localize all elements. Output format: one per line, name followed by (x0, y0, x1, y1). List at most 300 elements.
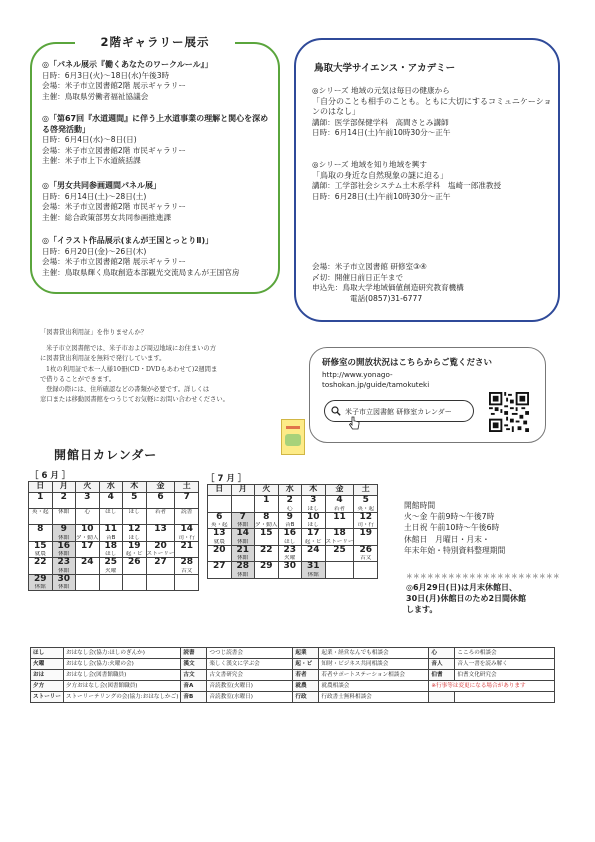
day-number: 30 (57, 573, 71, 584)
day-event: ほし (105, 551, 117, 557)
day-number: 6 (216, 511, 223, 522)
calendar-day (99, 493, 123, 509)
science-info (312, 262, 552, 304)
day-event: 夕・動人 (255, 522, 278, 528)
legend-description: 起業・経営なんでも相談会 (319, 648, 429, 659)
legend-abbrev: 漢文 (181, 659, 207, 670)
note-line: に図書貸出利用証を無料で発行しています。 (40, 355, 166, 363)
legend-description: ※行事等は変更になる場合があります (429, 681, 555, 692)
calendar-day (99, 574, 123, 591)
calendar-day (231, 512, 255, 529)
calendar-day (123, 558, 147, 575)
science-venue: 会場：米子市立図書館 研修室③④ (312, 262, 427, 271)
day-number: 22 (33, 557, 47, 567)
exhibit-line: 日時：6月14日(土)～28日(土) (42, 191, 147, 201)
weekday-header: 木 (302, 485, 326, 496)
legend-abbrev (429, 692, 455, 703)
calendar-day (29, 525, 53, 542)
legend-description: 音読教室(火曜日) (207, 681, 293, 692)
day-number: 18 (104, 540, 118, 551)
weekday-header: 土 (175, 482, 199, 493)
calendar-day (29, 509, 53, 525)
day-number: 16 (283, 528, 297, 538)
day-number: 28 (236, 561, 250, 571)
day-event: 休館 (237, 571, 249, 578)
day-number: 7 (183, 492, 190, 502)
calendar-day (146, 541, 175, 558)
calendar-day (325, 529, 354, 546)
day-number: 4 (107, 492, 114, 502)
calendar-day (52, 493, 76, 509)
divider-stars: ＊＊＊＊＊＊＊＊＊＊＊＊＊＊＊＊＊＊＊＊＊＊ (406, 572, 560, 580)
day-number: 25 (333, 544, 346, 555)
day-event: ほし (307, 522, 319, 528)
exhibit-line: 会場：米子市立図書館2階 展示ギャラリー (42, 81, 186, 91)
weekday-header: 日 (208, 485, 232, 496)
calendar-day (208, 496, 232, 513)
day-number: 1 (37, 492, 44, 502)
event-legend (30, 647, 555, 703)
day-number: 6 (157, 492, 164, 502)
day-event: 読書 (181, 509, 193, 515)
exhibit-line: 日時：6月4日(水)～8日(日) (42, 135, 137, 145)
day-number: 24 (80, 557, 94, 567)
calendar-day (175, 509, 199, 525)
series-heading: ◎シリーズ 地域の元気は毎日の健康から (312, 86, 450, 95)
exhibit-1 (42, 60, 274, 102)
calendar-day (76, 509, 100, 525)
day-event: 休館 (34, 584, 46, 590)
day-event: 休館 (58, 551, 70, 557)
day-event: 司・行 (357, 522, 375, 528)
calendar-day (99, 509, 123, 525)
legend-abbrev: 起・ビ (293, 659, 319, 670)
legend-description: 就農相談会 (319, 681, 429, 692)
calendar-day (255, 529, 279, 546)
day-number: 22 (259, 544, 273, 555)
weekday-header: 水 (99, 482, 123, 493)
day-event: 休館 (58, 567, 70, 574)
closed-line: 30日(月)休館日のため2日間休館 (406, 594, 527, 603)
weekday-header: 日 (29, 482, 53, 493)
day-number: 3 (310, 495, 317, 505)
calendar-day (76, 558, 100, 575)
note-line: で借りることができます。 (40, 375, 116, 383)
opening-hours (404, 500, 505, 556)
weekday-header: 月 (231, 485, 255, 496)
legend-description: 行政書士無料相談会 (319, 692, 429, 703)
legend-abbrev: 音B (181, 692, 207, 703)
calendar-day (175, 574, 199, 591)
note-title: 「図書貸出利用証」を作りませんか？ (40, 329, 148, 336)
day-event: 起・ビ (304, 538, 322, 545)
series-lecturer: 講師：医学部保健学科 高間さとみ講師 (312, 117, 449, 127)
day-event: 休館 (237, 522, 249, 528)
day-number: 4 (336, 495, 343, 505)
day-event: 休館 (58, 584, 70, 590)
legend-description: つつじ読書会 (207, 648, 293, 659)
calendar-day (354, 512, 378, 529)
legend-abbrev: 若者 (293, 670, 319, 681)
exhibit-line: 主催：鳥取県労働者福祉協議会 (42, 91, 149, 101)
weekday-header: 木 (123, 482, 147, 493)
calendar-day (146, 574, 175, 591)
calendar-day (278, 512, 302, 529)
legend-description: こころの相談会 (455, 648, 555, 659)
day-number: 14 (180, 524, 193, 534)
legend-description: おはなし会(協力:火曜の会) (63, 659, 180, 670)
calendar-day (175, 541, 199, 558)
library-card-image (281, 419, 305, 455)
calendar-day (325, 496, 354, 513)
calendar-day (146, 558, 175, 575)
day-event: ほし (307, 505, 319, 512)
day-number: 19 (127, 540, 141, 551)
series-date: 日時：6月14日(土)午前10時30分～正午 (312, 128, 451, 138)
day-number: 2 (60, 492, 67, 502)
calendar-day (52, 525, 76, 542)
exhibit-line: 主催：鳥取県輝く鳥取創造本部観光交流局まんが王国官房 (42, 267, 240, 277)
legend-abbrev: 起業 (293, 648, 319, 659)
exhibit-4 (42, 236, 274, 278)
day-number: 12 (359, 511, 372, 522)
science-series-1 (312, 86, 552, 139)
day-number: 5 (131, 492, 138, 502)
calendar-day (208, 562, 232, 579)
calendar-day (278, 496, 302, 513)
exhibit-3 (42, 181, 274, 223)
day-event: 若者 (333, 505, 346, 512)
qr-code-icon[interactable] (489, 392, 529, 432)
calendar-day (29, 574, 53, 591)
day-number: 20 (212, 544, 226, 555)
june-calendar (28, 481, 199, 591)
hours-heading: 開館時間 (404, 501, 436, 510)
calendar-day (278, 545, 302, 562)
day-number: 16 (57, 540, 71, 551)
day-event: 火曜 (105, 567, 117, 574)
series-lecturer: 講師：工学部社会システム土木系学科 塩崎一郎准教授 (312, 181, 502, 191)
day-number: 14 (236, 528, 250, 538)
legend-description: ストーリーテリングの会(協力:おはなしかご) (63, 692, 180, 703)
calendar-day (325, 545, 354, 562)
calendar-day (29, 493, 53, 509)
day-event: 起・ビ (125, 551, 143, 557)
calendar-day (255, 496, 279, 513)
legend-abbrev: 音A (181, 681, 207, 692)
calendar-day (354, 545, 378, 562)
hours-line: 休館日 月曜日・月末・ (404, 534, 490, 544)
july-label: ［ 7 月 ］ (206, 474, 247, 484)
series-heading: ◎シリーズ 地域を知り地域を興す (312, 160, 427, 169)
calendar-day (278, 562, 302, 579)
calendar-day (29, 541, 53, 558)
day-event: ストーリー (146, 551, 175, 557)
pointer-hand-icon (347, 416, 361, 430)
day-event: 休館 (58, 534, 70, 541)
day-number: 13 (154, 524, 167, 534)
calendar-day (231, 496, 255, 513)
science-apply: 申込先：鳥取大学地域価値創造研究教育機構 (312, 283, 464, 293)
day-event: ほし (284, 538, 296, 545)
note-line: 米子市立図書館では、米子市および周辺地域にお住まいの方 (46, 345, 217, 353)
calendar-day (208, 545, 232, 562)
day-number: 15 (259, 528, 273, 538)
closed-line: します。 (406, 605, 438, 614)
july-calendar (207, 484, 378, 579)
weekday-header: 水 (278, 485, 302, 496)
day-number: 24 (306, 544, 320, 555)
exhibit-line: 主催：総合政策部男女共同参画推進課 (42, 212, 172, 222)
calendar-day (52, 574, 76, 591)
search-keyword: 米子市立図書館 研修室カレンダー (345, 408, 452, 416)
day-number: 11 (333, 511, 346, 522)
url-line[interactable]: http://www.yonago- (322, 370, 393, 379)
day-number: 17 (306, 528, 320, 538)
day-event: 休館 (237, 555, 249, 561)
calendar-day (123, 574, 147, 591)
legend-description: 楽しく漢文に学ぶ会 (207, 659, 293, 670)
day-event: ストーリー (325, 538, 354, 545)
day-number: 21 (180, 540, 193, 551)
calendar-day (302, 562, 326, 579)
weekday-header: 火 (76, 482, 100, 493)
closed-note (406, 582, 526, 615)
calendar-day (99, 525, 123, 542)
day-number: 23 (57, 557, 71, 567)
day-number: 31 (306, 561, 320, 571)
closed-line: ◎6月29日(日)は月末休館日、 (406, 583, 517, 592)
calendar-day (325, 512, 354, 529)
calendar-day (146, 493, 175, 509)
exhibit-line: 主催：米子市上下水道統括課 (42, 156, 141, 166)
day-number: 18 (333, 528, 346, 538)
day-event: 休館 (58, 509, 70, 515)
day-event: ほし (128, 509, 140, 515)
legend-abbrev: 就農 (293, 681, 319, 692)
science-deadline: 〆切：開催日前日正午まで (312, 272, 404, 282)
day-number: 29 (259, 561, 273, 571)
day-event: 就農 (34, 551, 46, 557)
day-number: 19 (359, 528, 372, 538)
exhibit-title: ◎「パネル展示『働くあなたのワークルール』」 (42, 60, 213, 69)
exhibit-line: 会場：米子市立図書館2階 市民ギャラリー (42, 202, 186, 212)
day-number: 11 (104, 524, 118, 534)
day-number: 5 (362, 495, 369, 505)
day-event: 古文 (181, 567, 193, 574)
calendar-day (76, 493, 100, 509)
exhibit-title: ◎「第67回『水道週間』に伴う上水道事業の理解と関心を深める啓発活動」 (42, 114, 269, 134)
legend-abbrev: 読書 (181, 648, 207, 659)
calendar-day (278, 529, 302, 546)
series-date: 日時：6月28日(土)午前10時30分～正午 (312, 191, 451, 201)
weekday-header: 金 (146, 482, 175, 493)
calendar-title: 開館日カレンダー (54, 448, 158, 462)
calendar-day (302, 496, 326, 513)
calendar-day (146, 525, 175, 542)
legend-description: 古文書研究会 (207, 670, 293, 681)
calendar-day (302, 512, 326, 529)
url-line[interactable]: toshokan.jp/guide/tamokuteki (322, 380, 430, 389)
day-number: 26 (127, 557, 141, 567)
day-number: 9 (286, 511, 293, 522)
calendar-day (52, 509, 76, 525)
day-event: 英・起 (357, 505, 375, 512)
day-number: 27 (154, 557, 167, 567)
calendar-day (302, 529, 326, 546)
day-event: 夕・動人 (76, 534, 99, 541)
calendar-day (123, 541, 147, 558)
research-room-title: 研修室の開放状況はこちらからご覧ください (322, 358, 493, 368)
day-number: 28 (180, 557, 193, 567)
legend-description: 伯耆文化研究会 (455, 670, 555, 681)
legend-abbrev: 古文 (181, 670, 207, 681)
note-line: 1枚の利用証で本一人様10冊(CD・DVDもあわせて)2週間ま (46, 365, 218, 373)
science-series-2 (312, 160, 552, 202)
research-room-url[interactable] (322, 370, 429, 390)
calendar-day (99, 558, 123, 575)
calendar-day (99, 541, 123, 558)
legend-abbrev: 心 (429, 648, 455, 659)
series-topic: 「自分のことも相手のことも。ともに大切にするコミュニケーションのはなし」 (312, 96, 552, 117)
legend-abbrev: 火曜 (31, 659, 64, 670)
calendar-day (255, 545, 279, 562)
day-number: 10 (306, 511, 320, 522)
june-label: ［ 6 月 ］ (30, 471, 71, 481)
legend-abbrev: ほし (31, 648, 64, 659)
calendar-day (52, 558, 76, 575)
day-number: 7 (239, 511, 246, 522)
calendar-day (175, 493, 199, 509)
exhibit-line: 会場：米子市立図書館2階 展示ギャラリー (42, 257, 186, 267)
calendar-day (76, 541, 100, 558)
exhibit-title: ◎「イラスト作品展示(まんが王国とっとりⅡ)」 (42, 236, 214, 245)
calendar-day (255, 562, 279, 579)
calendar-day (302, 545, 326, 562)
note-line: 窓口または移動図書館をつうじてお気軽にお問い合わせください。 (40, 396, 229, 404)
exhibit-title: ◎「男女共同参画週間パネル展」 (42, 181, 161, 190)
calendar-day (354, 529, 378, 546)
calendar-day (175, 558, 199, 575)
day-number: 10 (80, 524, 94, 534)
day-event: 音B (285, 522, 295, 528)
science-phone: 電話(0857)31-6777 (350, 293, 423, 303)
room-calendar-search-box[interactable] (324, 400, 474, 422)
legend-description: 若者サポートステーション相談会 (319, 670, 429, 681)
day-number: 3 (84, 492, 91, 502)
hours-line: 土日祝 午前10時～午後6時 (404, 523, 500, 533)
day-number: 8 (263, 511, 270, 522)
gallery-title: 2階ギャラリー展示 (75, 34, 235, 50)
day-event: 音B (106, 534, 116, 541)
exhibit-line: 日時：6月20日(金)～26日(木) (42, 246, 147, 256)
calendar-day (231, 529, 255, 546)
calendar-day (29, 558, 53, 575)
calendar-day (354, 496, 378, 513)
day-event: ほし (128, 534, 140, 541)
calendar-day (208, 512, 232, 529)
legend-abbrev: 音人 (429, 659, 455, 670)
day-number: 15 (33, 540, 47, 551)
science-title: 鳥取大学サイエンス・アカデミー (314, 63, 456, 74)
day-event: 休館 (237, 538, 249, 545)
day-event: ほし (105, 509, 117, 515)
day-event: 火曜 (284, 555, 296, 561)
calendar-day (123, 493, 147, 509)
legend-description: 夕方おはなし会(図書館職員) (63, 681, 180, 692)
calendar-day (231, 562, 255, 579)
legend-description: おはなし会(協力:ほしのぎんか) (63, 648, 180, 659)
day-number: 29 (33, 573, 47, 584)
day-number: 12 (127, 524, 141, 534)
hours-line: 年末年始・特別資料整理期間 (404, 545, 506, 555)
calendar-day (255, 512, 279, 529)
day-number: 8 (37, 524, 44, 534)
legend-abbrev: 夕方 (31, 681, 64, 692)
series-topic: 「鳥取の身近な自然現象の謎に迫る」 (312, 170, 448, 180)
legend-description: 音人一書を読み解く (455, 659, 555, 670)
legend-description: 音読教室(水曜日) (207, 692, 293, 703)
search-icon (331, 406, 341, 416)
day-event: 英・起 (210, 522, 228, 528)
calendar-day (123, 525, 147, 542)
day-event: 心 (84, 509, 91, 515)
calendar-day (208, 529, 232, 546)
day-number: 2 (286, 495, 293, 505)
day-event: 古文 (360, 555, 372, 561)
weekday-header: 金 (325, 485, 354, 496)
library-card-note (40, 328, 290, 405)
legend-abbrev: おは (31, 670, 64, 681)
weekday-header: 土 (354, 485, 378, 496)
day-number: 13 (212, 528, 226, 538)
hours-line: 火～金 午前9時～午後7時 (404, 512, 495, 522)
day-number: 1 (263, 495, 270, 505)
weekday-header: 月 (52, 482, 76, 493)
calendar-day (76, 525, 100, 542)
day-event: 休館 (307, 571, 319, 578)
day-number: 9 (60, 524, 67, 534)
day-event: 心 (286, 505, 293, 512)
calendar-day (354, 562, 378, 579)
calendar-day (231, 545, 255, 562)
day-number: 30 (283, 561, 297, 571)
day-number: 26 (359, 544, 372, 555)
day-event: 就農 (213, 538, 225, 545)
day-number: 25 (104, 557, 118, 567)
calendar-day (76, 574, 100, 591)
day-number: 20 (154, 540, 167, 551)
exhibit-line: 日時：6月3日(火)～18日(水)午後3時 (42, 70, 170, 80)
legend-abbrev: 行政 (293, 692, 319, 703)
exhibit-line: 会場：米子市立図書館2階 市民ギャラリー (42, 145, 186, 155)
calendar-day (146, 509, 175, 525)
day-number: 17 (80, 540, 94, 551)
calendar-day (52, 541, 76, 558)
calendar-day (175, 525, 199, 542)
legend-description: おはなし会(図書館職員) (63, 670, 180, 681)
day-number: 23 (283, 544, 297, 555)
day-event: 英・起 (31, 509, 49, 515)
weekday-header: 火 (255, 485, 279, 496)
legend-description: 知財・ビジネス共同相談会 (319, 659, 429, 670)
calendar-day (325, 562, 354, 579)
calendar-day (123, 509, 147, 525)
day-event: 若者 (154, 509, 167, 515)
legend-abbrev: 伯耆 (429, 670, 455, 681)
day-event: 司・行 (178, 534, 196, 541)
legend-description (455, 692, 555, 703)
